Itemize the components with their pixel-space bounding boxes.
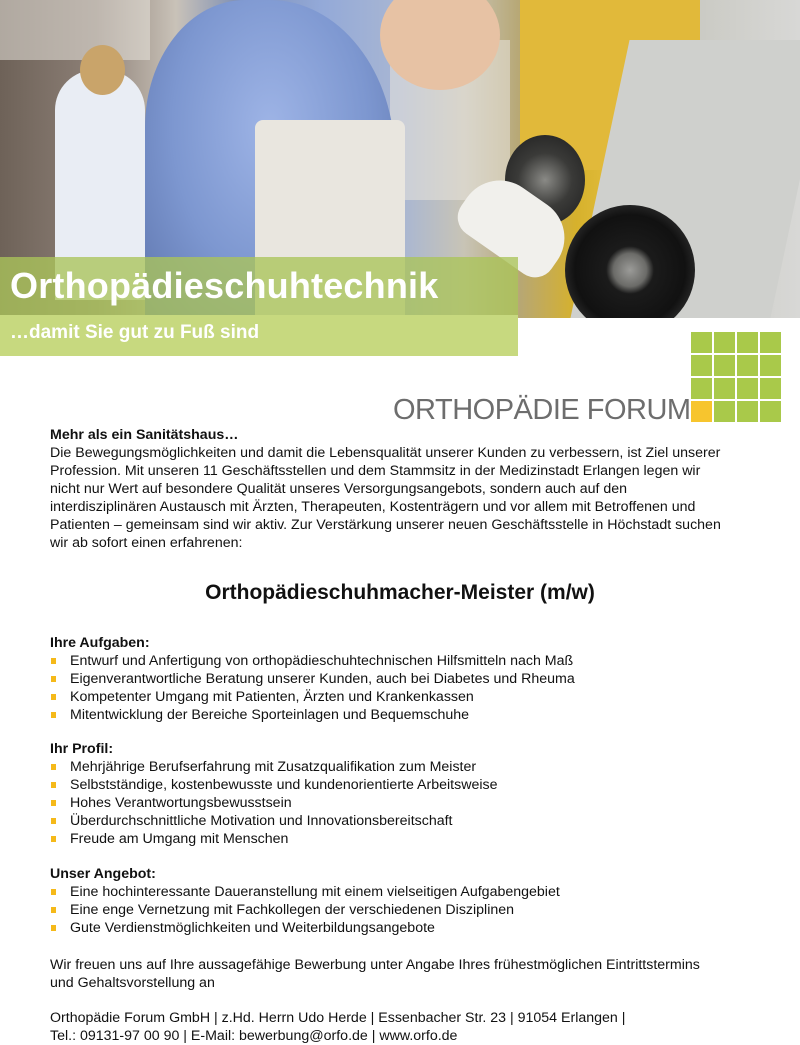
intro-line: wir ab sofort einen erfahrenen:: [50, 535, 243, 551]
list-item: Kompetenter Umgang mit Patienten, Ärzten und Krankenkassen: [50, 688, 760, 706]
list-item: Mitentwicklung der Bereiche Sporteinlagen und Bequemschuhe: [50, 706, 760, 724]
bullet-icon: [51, 712, 56, 718]
bullet-icon: [51, 836, 56, 842]
list-item: Eine hochinteressante Daueranstellung mit einem vielseitigen Aufgabengebiet: [50, 883, 760, 901]
hero-title: Orthopädieschuhtechnik: [10, 265, 439, 306]
list-item: Hohes Verantwortungsbewusstsein: [50, 794, 760, 812]
list-item: Freude am Umgang mit Menschen: [50, 830, 760, 848]
hero-subtitle-banner: [0, 315, 518, 356]
intro-line: Profession. Mit unseren 11 Geschäftsstellen und dem Stammsitz in der Medizinstadt Erlangen legen wir: [50, 463, 701, 479]
bullet-icon: [51, 782, 56, 788]
intro-line: interdisziplinären Austausch mit Ärzten, Therapeuten, Kostenträgern und vor allem mit Betroffenen und: [50, 499, 696, 515]
contact-block: [50, 1009, 760, 1045]
separator: |: [367, 1028, 380, 1044]
intro-line: nicht nur Wert auf besondere Qualität unseres Versorgungsangebots, sondern auch auf den: [50, 481, 628, 497]
photo-background-shelf: [0, 0, 150, 60]
job-title: Orthopädieschuhmacher-Meister (m/w): [205, 581, 595, 604]
closing-line: Wir freuen uns auf Ihre aussagefähige Bewerbung unter Angabe Ihres frühestmöglichen Eintrittstermins: [50, 957, 700, 973]
photo-colleague-head: [80, 45, 125, 95]
bullet-icon: [51, 925, 56, 931]
closing-paragraph: [50, 956, 760, 992]
intro-line: Die Bewegungsmöglichkeiten und damit die Lebensqualität unserer Kunden zu verbessern, ist Ziel unserer: [50, 445, 721, 461]
logo-grid-icon: [691, 332, 781, 422]
intro-section: [50, 426, 760, 552]
intro-line: Patienten – gemeinsam sind wir aktiv. Zur Verstärkung unserer neuen Geschäftsstelle in Höchstadt suchen: [50, 517, 721, 533]
bullet-icon: [51, 907, 56, 913]
bullet-icon: [51, 676, 56, 682]
section-profile: [50, 740, 760, 848]
section-tasks: [50, 634, 760, 724]
list-item: Entwurf und Anfertigung von orthopädieschuhtechnischen Hilfsmitteln nach Maß: [50, 652, 760, 670]
list-item: Eine enge Vernetzung mit Fachkollegen der verschiedenen Disziplinen: [50, 901, 760, 919]
list-item: Selbstständige, kostenbewusste und kundenorientierte Arbeitsweise: [50, 776, 760, 794]
contact-address: Orthopädie Forum GmbH | z.Hd. Herrn Udo Herde | Essenbacher Str. 23 | 91054 Erlangen |: [50, 1010, 626, 1026]
closing-line: und Gehaltsvorstellung an: [50, 975, 215, 991]
list-item: Mehrjährige Berufserfahrung mit Zusatzqualifikation zum Meister: [50, 758, 760, 776]
list-item: Gute Verdienstmöglichkeiten und Weiterbildungsangebote: [50, 919, 760, 937]
list-item: Überdurchschnittliche Motivation und Innovationsbereitschaft: [50, 812, 760, 830]
website-link[interactable]: www.orfo.de: [379, 1028, 458, 1044]
section-heading: Ihre Aufgaben:: [50, 635, 150, 651]
email-link[interactable]: bewerbung@orfo.de: [239, 1028, 368, 1044]
profile-list: [50, 758, 760, 848]
bullet-icon: [51, 818, 56, 824]
hero-subtitle: …damit Sie gut zu Fuß sind: [10, 322, 260, 343]
bullet-icon: [51, 694, 56, 700]
company-logo-text: ORTHOPÄDIE FORUM: [393, 394, 691, 426]
bullet-icon: [51, 889, 56, 895]
hero-title-banner: [0, 257, 518, 315]
bullet-icon: [51, 764, 56, 770]
section-heading: Ihr Profil:: [50, 741, 114, 757]
task-list: [50, 652, 760, 724]
contact-phone: Tel.: 09131-97 00 90 | E-Mail:: [50, 1028, 240, 1044]
list-item: Eigenverantwortliche Beratung unserer Kunden, auch bei Diabetes und Rheuma: [50, 670, 760, 688]
contact-line2: [50, 1027, 760, 1045]
section-heading: Unser Angebot:: [50, 866, 156, 882]
bullet-icon: [51, 658, 56, 664]
intro-heading: Mehr als ein Sanitätshaus…: [50, 427, 239, 443]
section-offer: [50, 865, 760, 937]
offer-list: [50, 883, 760, 937]
bullet-icon: [51, 800, 56, 806]
